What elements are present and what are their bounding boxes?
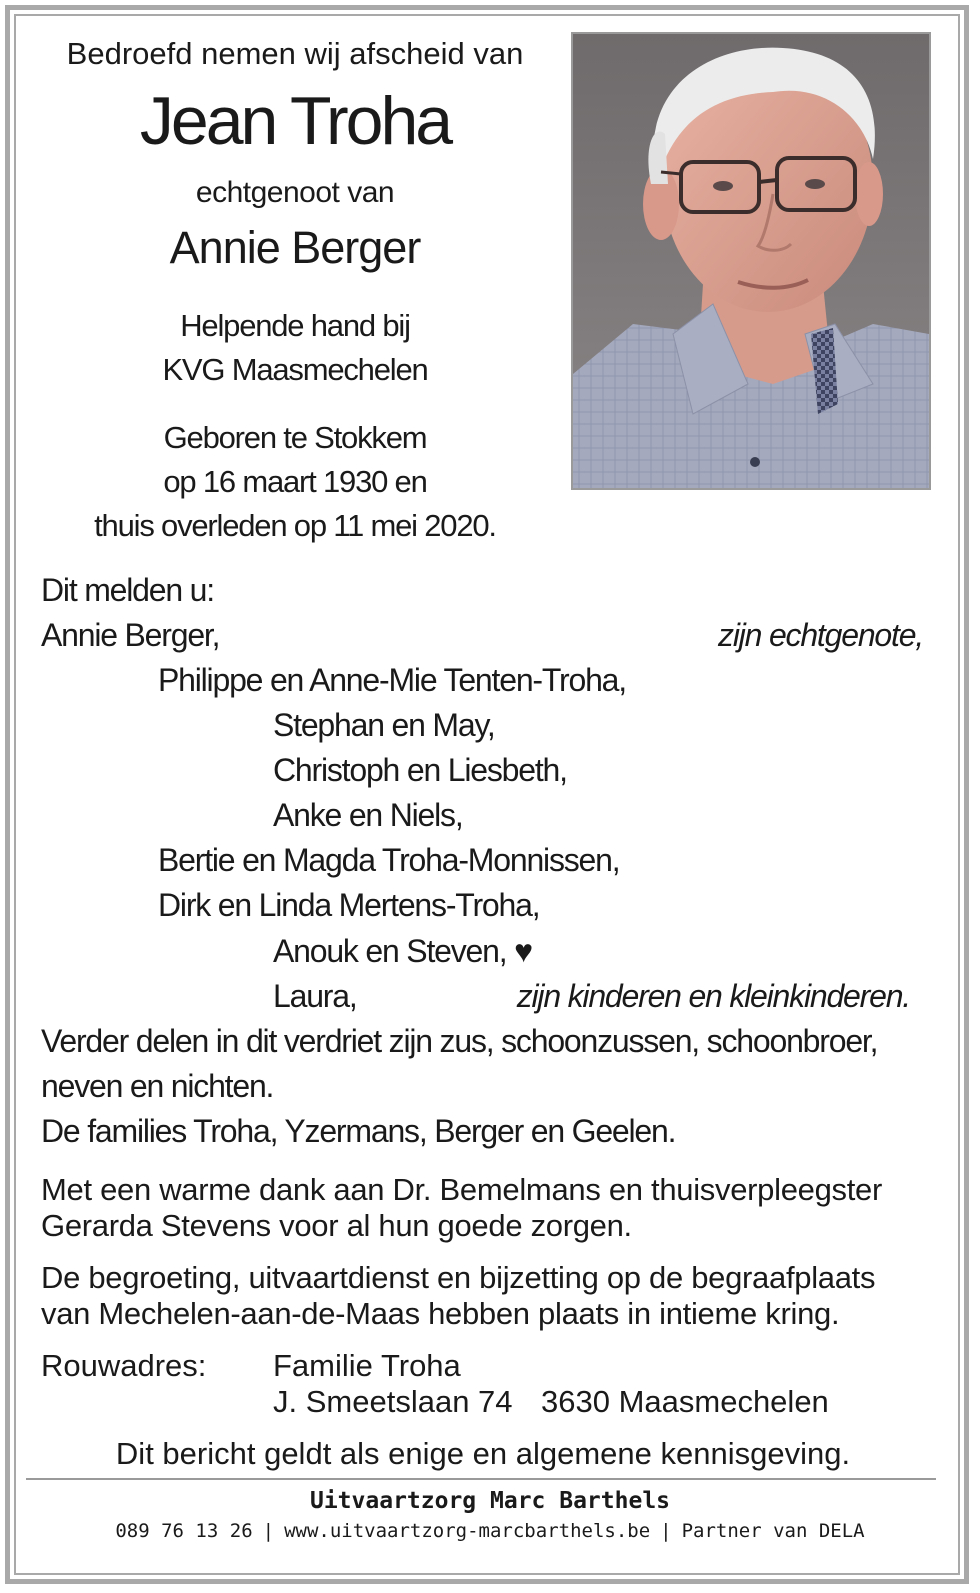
- born-line-3: thuis overleden op 11 mei 2020.: [94, 508, 496, 543]
- funeral-home-name: Uitvaartzorg Marc Barthels: [309, 1488, 671, 1514]
- address-label: Rouwadres:: [41, 1348, 207, 1383]
- born-line-2: op 16 maart 1930 en: [163, 464, 427, 499]
- extended-family-line-1: Verder delen in dit verdriet zijn zus, schoonzussen, schoonbroer,: [41, 1023, 878, 1059]
- role-line-1: Helpende hand bij: [180, 308, 410, 343]
- separator: |: [660, 1520, 672, 1542]
- role-line-2: KVG Maasmechelen: [162, 352, 428, 387]
- family-member: Laura,: [273, 978, 357, 1014]
- spouse-intro: echtgenoot van: [195, 176, 395, 209]
- partner-text: Partner van DELA: [681, 1520, 865, 1542]
- address-city: 3630 Maasmechelen: [541, 1384, 829, 1419]
- phone-number: 089 76 13 26: [115, 1520, 253, 1542]
- family-spouse: Annie Berger,: [41, 617, 220, 653]
- deceased-name: Jean Troha: [139, 83, 451, 159]
- children-role: zijn kinderen en kleinkinderen.: [516, 978, 910, 1014]
- intro-text: Bedroefd nemen wij afscheid van: [66, 36, 524, 71]
- thanks-line-2: Gerarda Stevens voor al hun goede zorgen.: [41, 1208, 632, 1243]
- born-line-1: Geboren te Stokkem: [163, 420, 427, 455]
- service-line-1: De begroeting, uitvaartdienst en bijzetting op de begraafplaats: [41, 1260, 876, 1295]
- family-member: Bertie en Magda Troha-Monnissen,: [158, 842, 620, 878]
- family-member: Stephan en May,: [273, 707, 495, 743]
- website-link[interactable]: www.uitvaartzorg-marcbarthels.be: [284, 1520, 651, 1542]
- service-line-2: van Mechelen-aan-de-Maas hebben plaats in intieme kring.: [41, 1296, 840, 1331]
- address-name: Familie Troha: [273, 1348, 461, 1383]
- family-member: Anke en Niels,: [273, 797, 463, 833]
- family-member: Philippe en Anne-Mie Tenten-Troha,: [158, 662, 626, 698]
- family-member: Dirk en Linda Mertens-Troha,: [158, 887, 540, 923]
- separator: |: [262, 1520, 275, 1542]
- thanks-line-1: Met een warme dank aan Dr. Bemelmans en thuisverpleegster: [41, 1172, 883, 1207]
- footer-divider: [26, 1478, 936, 1480]
- funeral-home-contact: [0, 1520, 980, 1542]
- portrait-photo: [571, 32, 931, 490]
- family-member: Anouk en Steven, ♥: [273, 933, 532, 969]
- families-line: De families Troha, Yzermans, Berger en Geelen.: [41, 1113, 676, 1149]
- extended-family-line-2: neven en nichten.: [41, 1068, 274, 1104]
- family-spouse-role: zijn echtgenote,: [718, 617, 923, 653]
- address-street: J. Smeetslaan 74: [273, 1384, 513, 1419]
- general-notice: Dit bericht geldt als enige en algemene kennisgeving.: [115, 1436, 851, 1471]
- family-header: Dit melden u:: [41, 572, 214, 608]
- spouse-name: Annie Berger: [169, 222, 421, 273]
- family-member: Christoph en Liesbeth,: [273, 752, 567, 788]
